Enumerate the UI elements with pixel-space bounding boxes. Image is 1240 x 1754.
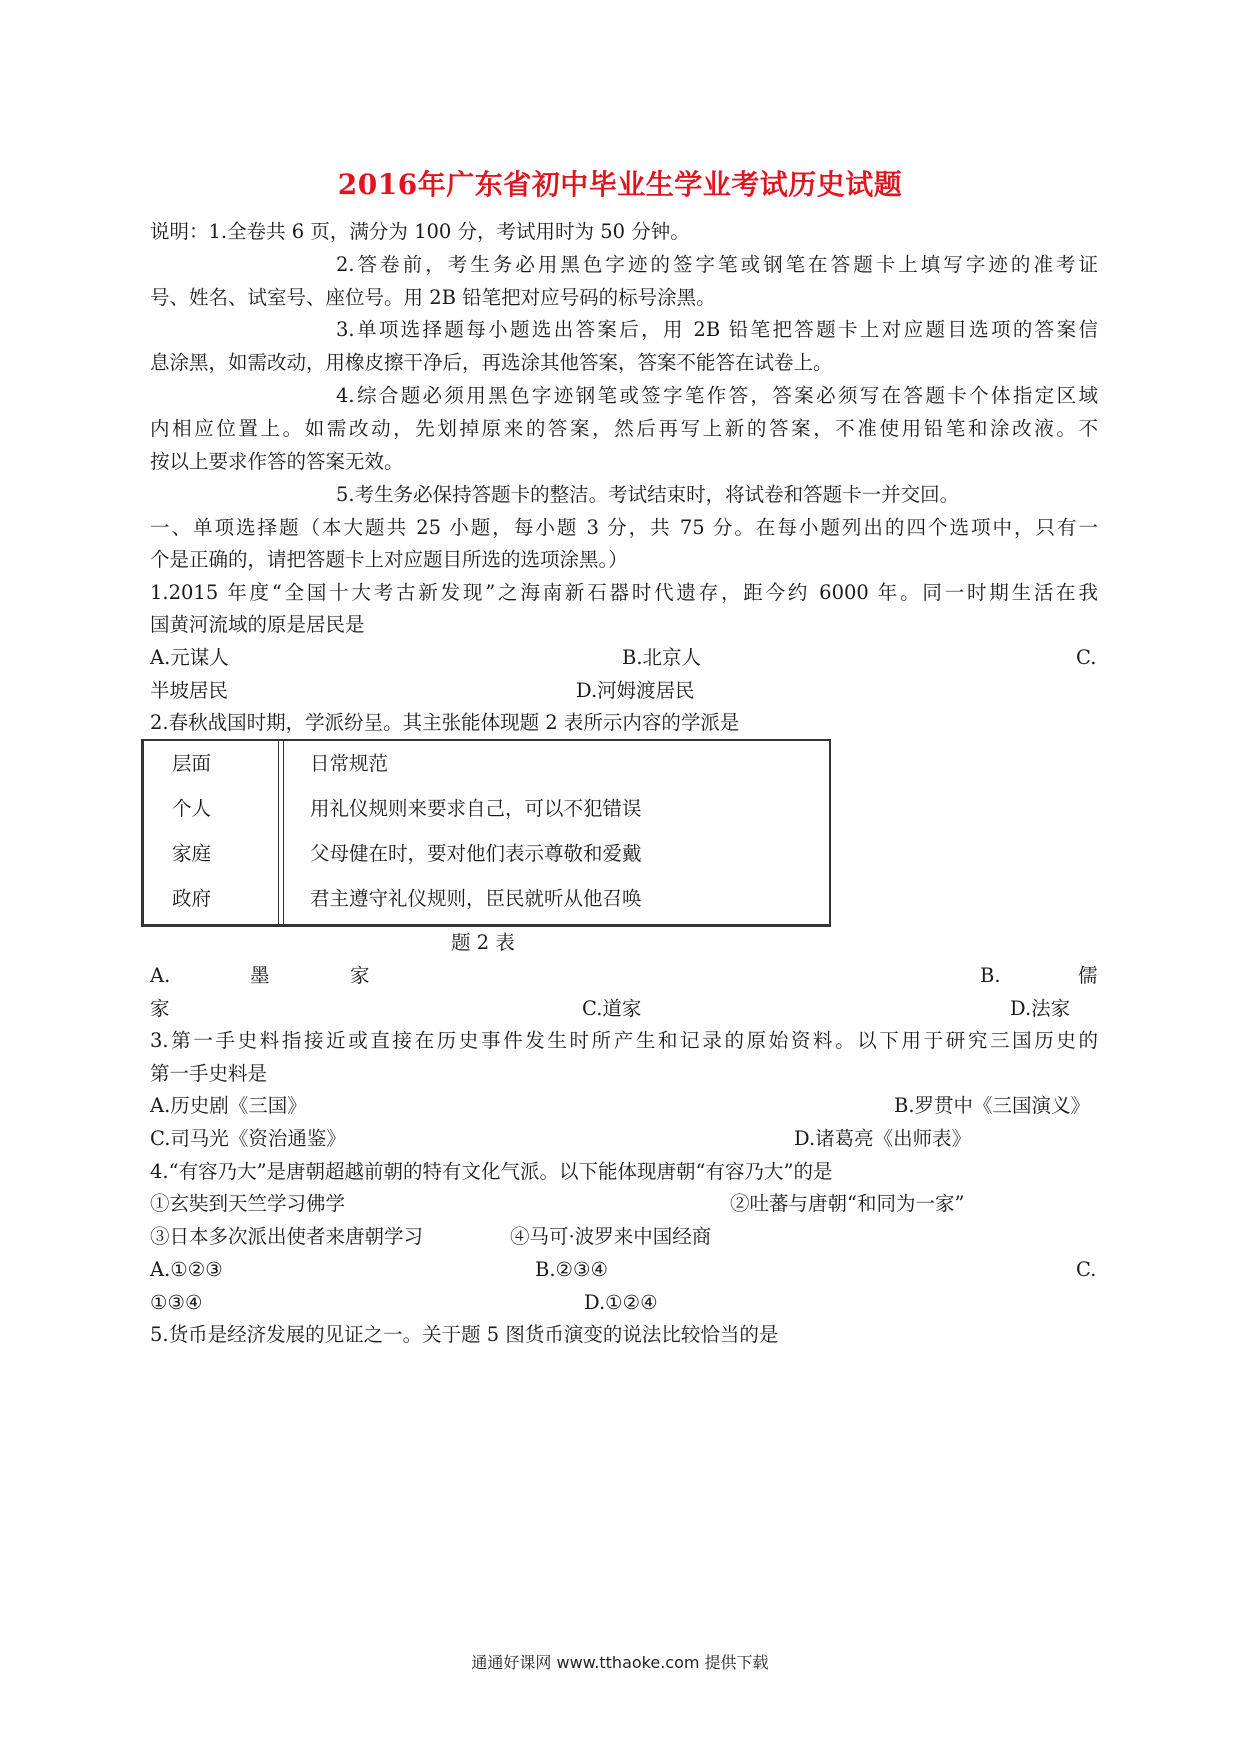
- table-cell: 用礼仪规则来要求自己，可以不犯错误: [310, 797, 642, 820]
- q1-option-c-text: 半坡居民: [150, 679, 229, 702]
- q1-option-d: D.河姆渡居民: [576, 679, 695, 702]
- q2-option-a-char2: 家: [350, 964, 370, 987]
- q3-option-d: D.诸葛亮《出师表》: [794, 1127, 972, 1150]
- q1-option-a: A.元谋人: [150, 646, 229, 669]
- exam-title: 2016年广东省初中毕业生学业考试历史试题: [337, 168, 903, 201]
- instruction-4-end: 按以上要求作答的答案无效。: [150, 450, 404, 473]
- q1-option-c-label: C.: [1076, 646, 1097, 669]
- q2-table: [141, 739, 831, 927]
- q4-option-c-label: C.: [1076, 1258, 1097, 1281]
- table-cell: 政府: [172, 887, 212, 910]
- table-cell: 君主遵守礼仪规则，臣民就听从他召唤: [310, 887, 642, 910]
- q4-stem: 4.“有容乃大”是唐朝超越前朝的特有文化气派。以下能体现唐朝“有容乃大”的是: [150, 1160, 833, 1183]
- section-1-note: 个是正确的，请把答题卡上对应题目所选的选项涂黑。）: [150, 548, 628, 571]
- q4-item-2: ②吐蕃与唐朝“和同为一家”: [730, 1192, 965, 1215]
- table-cell: 层面: [172, 752, 212, 775]
- q5-stem: 5.货币是经济发展的见证之一。关于题 5 图货币演变的说法比较恰当的是: [150, 1323, 779, 1346]
- q2-option-a-char1: 墨: [250, 964, 270, 987]
- table-row: [144, 786, 829, 832]
- q4-option-c-text: ①③④: [150, 1291, 203, 1314]
- q1-stem-cont: 国黄河流域的原是居民是: [150, 613, 365, 636]
- q3-option-b: B.罗贯中《三国演义》: [894, 1094, 1091, 1117]
- q3-stem: 3.第一手史料指接近或直接在历史事件发生时所产生和记录的原始资料。以下用于研究三国历史的: [150, 1029, 1098, 1052]
- page-footer: 通通好课网 www.tthaoke.com 提供下载: [471, 1653, 769, 1672]
- instruction-2: 2.答卷前，考生务必用黑色字迹的签字笔或钢笔在答题卡上填写字迹的准考证: [336, 253, 1098, 276]
- q2-option-d: D.法家: [1010, 997, 1071, 1020]
- table-cell: 日常规范: [310, 752, 389, 775]
- q1-stem: 1.2015 年度“全国十大考古新发现”之海南新石器时代遗存，距今约 6000 年。同一时期生活在我: [150, 581, 1098, 604]
- q4-option-a: A.①②③: [150, 1258, 223, 1281]
- table-cell: 父母健在时，要对他们表示尊敬和爱戴: [310, 842, 642, 865]
- q2-option-b-label: B.: [980, 964, 1001, 987]
- q4-item-1: ①玄奘到天竺学习佛学: [150, 1192, 346, 1215]
- table-cell: 家庭: [172, 842, 212, 865]
- instruction-4-cont: 内相应位置上。如需改动，先划掉原来的答案，然后再写上新的答案，不准使用铅笔和涂改液。不: [150, 417, 1098, 440]
- q4-option-b: B.②③④: [535, 1258, 608, 1281]
- q2-option-a-label: A.: [150, 964, 171, 987]
- table-cell: 个人: [172, 797, 212, 820]
- q3-option-a: A.历史剧《三国》: [150, 1094, 307, 1117]
- instruction-5: 5.考生务必保持答题卡的整洁。考试结束时，将试卷和答题卡一并交回。: [336, 483, 960, 506]
- instruction-4: 4.综合题必须用黑色字迹钢笔或签字笔作答，答案必须写在答题卡个体指定区域: [336, 384, 1098, 407]
- q4-option-d: D.①②④: [584, 1291, 658, 1314]
- q4-item-3: ③日本多次派出使者来唐朝学习: [150, 1225, 424, 1248]
- q2-table-caption: [0, 930, 1240, 956]
- q2-option-c: C.道家: [582, 997, 642, 1020]
- instruction-3-cont: 息涂黑，如需改动，用橡皮擦干净后，再选涂其他答案，答案不能答在试卷上。: [150, 351, 833, 374]
- q2-caption-text: 题 2 表: [451, 931, 515, 954]
- table-row: [144, 876, 829, 922]
- instruction-1: 说明：1.全卷共 6 页，满分为 100 分，考试用时为 50 分钟。: [150, 220, 690, 243]
- q4-item-4: ④马可·波罗来中国经商: [510, 1225, 712, 1248]
- table-row: [144, 741, 829, 787]
- instruction-3: 3.单项选择题每小题选出答案后，用 2B 铅笔把答题卡上对应题目选项的答案信: [336, 318, 1098, 341]
- q2-stem: 2.春秋战国时期，学派纷呈。其主张能体现题 2 表所示内容的学派是: [150, 711, 740, 734]
- q2-option-b-char1: 儒: [1078, 964, 1098, 987]
- q3-option-c: C.司马光《资治通鉴》: [150, 1127, 346, 1150]
- instruction-2-cont: 号、姓名、试室号、座位号。用 2B 铅笔把对应号码的标号涂黑。: [150, 286, 716, 309]
- table-row: [144, 831, 829, 877]
- q1-option-b: B.北京人: [622, 646, 702, 669]
- section-1-heading: 一、单项选择题（本大题共 25 小题，每小题 3 分，共 75 分。在每小题列出的四个选项中，只有一: [150, 516, 1098, 539]
- q3-stem-cont: 第一手史料是: [150, 1062, 268, 1085]
- q2-option-b-char2: 家: [150, 997, 170, 1020]
